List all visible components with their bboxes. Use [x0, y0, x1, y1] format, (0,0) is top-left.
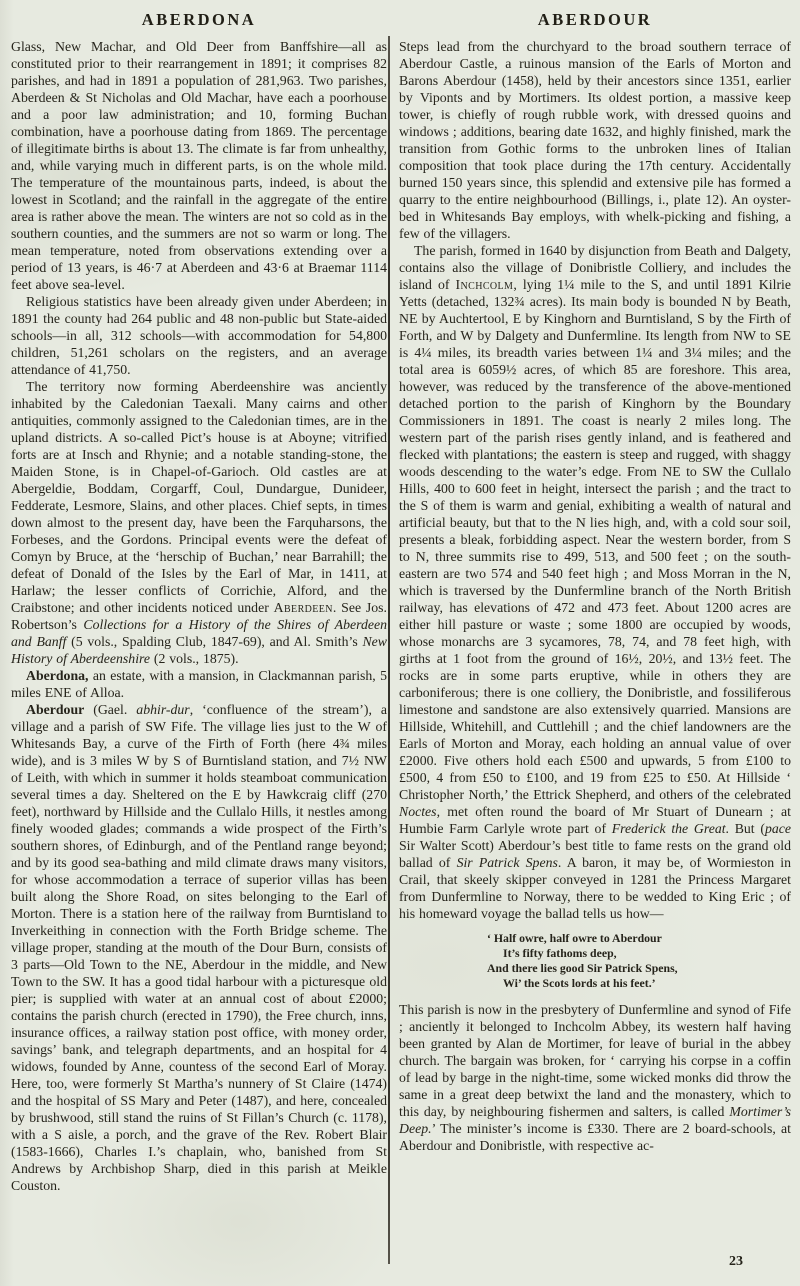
- column-divider-rule: [388, 36, 390, 1264]
- text-run: (Gael.: [84, 702, 137, 717]
- text-run: ’ The minister’s income is £330. There are 2 board-schools, at Aberdour and Donibristle, with respective ac-: [399, 1121, 791, 1153]
- text-run: (5 vols., Spalding Club, 1847-69), and Al. Smith’s: [66, 634, 363, 649]
- left-column-text: [11, 38, 387, 1194]
- text-run: . See Jos. Robertson’s: [11, 600, 387, 632]
- left-column: [11, 8, 387, 1194]
- text-run: Frederick the Great: [611, 821, 726, 836]
- text-run: Aberdeen: [273, 600, 333, 615]
- right-column: [399, 8, 791, 1154]
- paragraph: [399, 242, 791, 922]
- verse-line: And there lies good Sir Patrick Spens,: [487, 961, 678, 975]
- left-column-header: ABERDONA: [141, 10, 257, 29]
- entry-word: Aberdona,: [26, 668, 89, 683]
- text-run: , lying 1¼ mile to the S, and until 1891 Kilrie Yetts (detached, 132¾ acres). Its main body is bounded N by Beath, NE by Auchtertool, E by Kinghorn and Burntisland, S by the Firth of Forth, and W by Dalgety and Dunfermline. Its length from NW to SE is 4¼ miles, its breadth varies between 1¼ and 3¼ miles; and the total area is 6059½ acres, of which 85 are foreshore. This area, however, was reduced by the transference of the above-mentioned detached portion to the parish of Kinghorn by the Boundary Commissioners in 1891. The coast is nearly 2 miles long. The western part of the parish rises gently inland, and is feathered and flecked with plantations; the eastern is steep and rugged, with shaggy woods descending to the water’s edge. From NE to SW the Cullalo Hills, 400 to 600 feet in height, intersect the parish ; and the tract to the S of them is warm and genial, exhibiting a wealth of natural and artificial beauty, but that to the N lies high, and, with a cold sour soil, presents a bleak, forbidding aspect. Near the western border, from S to N, three summits rise to 499, 513, and 500 feet ; on the south-eastern are two 574 and 540 feet high ; and Moss Morran in the N, which is traversed by the Dunfermline branch of the North British railway, has elevations of 472 and 473 feet. About 1200 acres are either hill pasture or waste ; some 1800 are occupied by woods, whose monarchs are 3 sycamores, 78, 74, and 78 feet high, with girths at 1 foot from the ground of 16½, 20½, and 13½ feet. The rocks are in some parts eruptive, while in others they are carboniferous; there is one colliery, the Donibristle, and fossiliferous limestone and sandstone are also extensively quarried. Mansions are Hillside, Whitehill, and Cuttlehill ; and the chief landowners are the Earls of Morton and Moray, each holding an annual value of over £2000. Five others hold each £500 and upwards, 5 from £100 to £500, 4 from £50 to £100, and 19 from £25 to £50. At Hillside ‘ Christopher North,’ the Ettrick Shepherd, and others of the celebrated: [399, 277, 791, 802]
- verse-line: It’s fifty fathoms deep,: [503, 946, 617, 960]
- text-run: This parish is now in the presbytery of Dunfermline and synod of Fife ; anciently it belonged to Inchcolm Abbey, its western half having been granted by Alan de Mortimer, for leave of burial in the abbey church. The bargain was broken, for ‘ carrying his corpse in a coffin of lead by barge in the night-time, some wicked monks did throw the same in a great deep betwixt the land and the monastery, which to this day, by neighbouring fishermen and salters, is called: [399, 1002, 791, 1119]
- paragraph: [11, 667, 387, 701]
- text-run: pace: [764, 821, 791, 836]
- text-run: Collections for a History of the Shires of Aberdeen and Banff: [11, 617, 387, 649]
- paragraph: [11, 378, 387, 667]
- text-run: abhir-dur: [136, 702, 190, 717]
- paragraph: [399, 1001, 791, 1154]
- paragraph: [11, 38, 387, 293]
- text-run: Steps lead from the churchyard to the broad southern terrace of Aberdour Castle, a ruinous mansion of the Earls of Morton and Barons Aberdour (1458), held by their ancestors since 1351, earlier by Viponts and by Mortimers. Its oldest portion, a massive keep tower, is chiefly of rough rubble work, with dressed quoins and windows ; additions, bearing date 1632, and highly finished, mark the transition from Gothic forms to the unbroken lines of Italian composition that took place during the 17th century. Accidentally burned 150 years since, this splendid and extensive pile has formed a quarry to the entire neighbourhood (Billings, i., plate 12). An oyster-bed in Whitesands Bay employs, with whelk-picking and fishing, a few of the villagers.: [399, 39, 791, 241]
- text-run: (2 vols., 1875).: [150, 651, 239, 666]
- text-run: , met often round the board of Mr Stuart of Dunearn ; at Humbie Farm Carlyle wrote part of: [399, 804, 791, 836]
- text-run: Glass, New Machar, and Old Deer from Banffshire—all as constituted prior to their rearrangement in 1891; it comprises 82 parishes, and had in 1891 a population of 281,963. Two parishes, Aberdeen & St Nicholas and Old Machar, have each a poorhouse and a poor law administration; and 10, forming Buchan combination, have a poorhouse dating from 1869. The percentage of illegitimate births is about 13. The climate is far from unhealthy, and, while varying much in different parts, is on the whole mild. The temperature of the mountainous parts, indeed, is about the lowest in Scotland; and the rainfall in the aggregate of the entire area is rather above the mean. The winters are not so cold as in the southern counties, and the summers are not so warm or long. The mean temperature, noted from observations extending over a period of 13 years, is 46·7 at Aberdeen and 43·6 at Braemar 1114 feet above sea-level.: [11, 39, 387, 292]
- verse-line: ‘ Half owre, half owre to Aberdour: [487, 931, 662, 945]
- text-run: an estate, with a mansion, in Clackmannan parish, 5 miles ENE of Alloa.: [11, 668, 387, 700]
- text-run: Religious statistics have been already given under Aberdeen; in 1891 the county had 264 public and 48 non-public but State-aided schools—in all, 312 schools—with accommodation for 54,800 children, 51,261 scholars on the registers, and an average attendance of 41,750.: [11, 294, 387, 377]
- text-run: Noctes: [399, 804, 437, 819]
- page-number: 23: [729, 1254, 743, 1269]
- verse-line: Wi’ the Scots lords at his feet.’: [503, 976, 656, 990]
- text-run: The territory now forming Aberdeenshire was anciently inhabited by the Caledonian Taexali. Many cairns and other antiquities, commonly assigned to the Caledonian times, are in the upland districts. A so-called Pict’s house is at Aboyne; vitrified forts are at Insch and Rhynie; and a notable standing-stone, the Maiden Stone, is in Chapel-of-Garioch. Old castles are at Abergeldie, Boddam, Corgarff, Coul, Dundargue, Dunideer, Fedderate, Lesmore, Slains, and other places. Chief septs, in times down almost to the present day, have been the Farquharsons, the Forbeses, and the Gordons. Principal events were the defeat of Comyn by Bruce, at the ‘herschip of Buchan,’ near Barrahill; the defeat of Donald of the Isles by the Earl of Mar, in 1411, at Harlaw; the lesser conflicts of Corrichie, Alford, and the Craibstone; and other incidents noticed under: [11, 379, 387, 615]
- text-run: , ‘confluence of the stream’), a village and a parish of SW Fife. The village lies just to the W of Whitesands Bay, a curve of the Firth of Forth (here 4¾ miles wide), and is 3 miles W by S of Burntisland station, and 7½ NW of Leith, with which in summer it holds steamboat communication several times a day. Sheltered on the E by Hawkcraig cliff (270 feet), northward by Hillside and the Cullalo Hills, it nestles among finely wooded glades; commands a wide prospect of the Firth’s southern shores, of Edinburgh, and of the Pentland range beyond; and by its good sea-bathing and mild climate draws many visitors, for whose accommodation a terrace of superior villas has been built along the Shore Road, on sites belonging to the Earl of Morton. There is a station here of the railway from Burntisland to Inverkeithing in connection with the Forth Bridge scheme. The village proper, standing at the mouth of the Dour Burn, consists of 3 parts—Old Town to the NE, Aberdour in the middle, and New Town to the SW. It has a good tidal harbour with a picturesque old pier; is supplied with water at an annual cost of about £2000; contains the parish church (erected in 1790), the Free church, inns, insurance offices, a railway station post office, with money order, savings’ bank, and telegraph departments, and an hospital for 4 widows, founded by Anne, countess of the second Earl of Moray. Here, too, were formerly St Martha’s nunnery of St Claire (1474) and the hospital of SS Mary and Peter (1487), and here, concealed by brushwood, still stand the ruins of St Fillan’s Church (c. 1178), with a S aisle, a porch, and the grave of the Rev. Robert Blair (1583-1666), Charles I.’s chaplain, who, banished from St Andrews by Archbishop Sharp, died in this parish at Meikle Couston.: [11, 702, 387, 1193]
- text-run: . But (: [725, 821, 765, 836]
- text-run: . A baron, it may be, of Wormieston in Crail, that skeely skipper conveyed in 1281 the Princess Margaret from Dunfermline to Norway, there to be wedded to King Eric ; of his homeward voyage the ballad tells us how—: [399, 855, 792, 921]
- text-run: The parish, formed in 1640 by disjunction from Beath and Dalgety, contains also the village of Donibristle Colliery, and includes the island of: [399, 243, 791, 292]
- text-run: Sir Patrick Spens: [456, 855, 558, 870]
- right-column-text: [399, 38, 791, 1154]
- paragraph: [11, 293, 387, 378]
- verse-quote: [487, 931, 791, 991]
- text-run: Mortimer’s Deep.: [399, 1104, 791, 1136]
- paragraph: [11, 701, 387, 1194]
- right-column-header: ABERDOUR: [537, 10, 653, 29]
- text-run: Inchcolm: [455, 277, 514, 292]
- entry-word: Aberdour: [26, 702, 85, 717]
- paragraph: [399, 38, 791, 242]
- text-run: New History of Aberdeenshire: [11, 634, 387, 666]
- text-run: Sir Walter Scott) Aberdour’s best title to fame rests on the grand old ballad of: [399, 838, 791, 870]
